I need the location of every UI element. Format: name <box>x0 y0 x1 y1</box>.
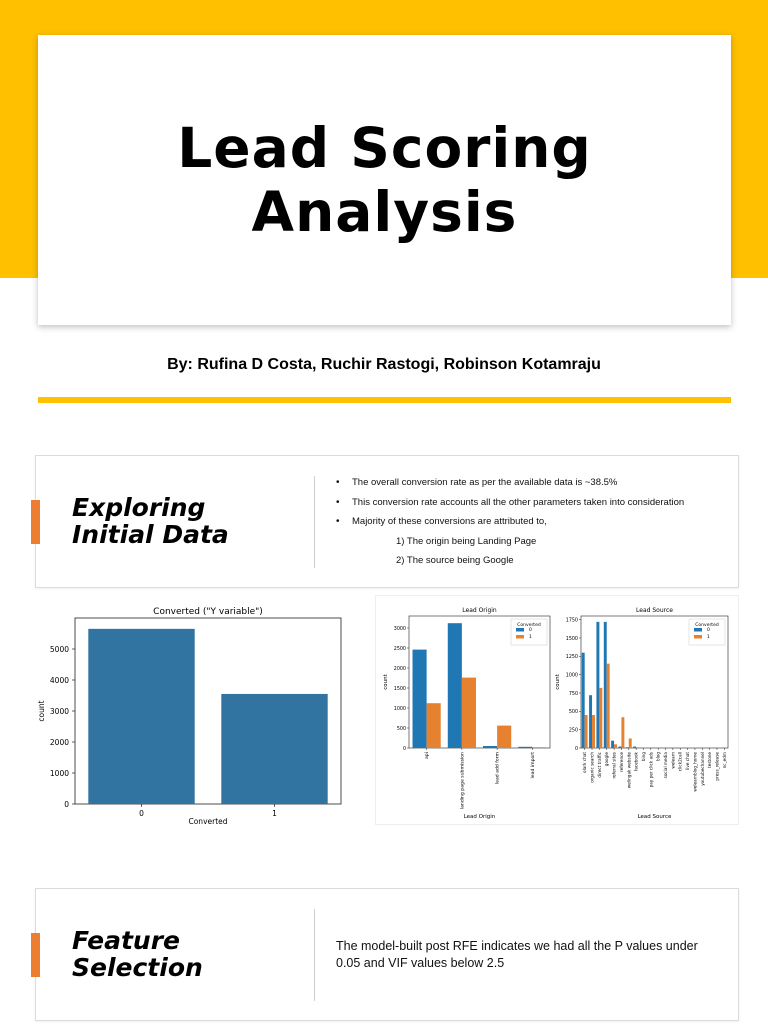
y-tick-label: 1000 <box>49 769 69 778</box>
bar <box>604 622 607 748</box>
legend-label: 0 <box>529 628 532 633</box>
y-tick-label: 1750 <box>565 618 578 624</box>
x-tick-label: testone <box>707 752 713 768</box>
x-tick-label: direct traffic <box>596 752 602 778</box>
bar <box>582 653 585 748</box>
accent-bar <box>31 500 40 544</box>
x-tick-label: lead import <box>530 752 536 779</box>
bar <box>633 747 636 748</box>
bar <box>88 629 194 804</box>
bar <box>599 688 602 748</box>
section-heading <box>72 494 229 548</box>
vertical-divider <box>314 476 315 568</box>
exploring-initial-data-card <box>35 455 739 588</box>
heading-line-1: Feature <box>72 926 180 955</box>
bullet-item: • The overall conversion rate as per the available data is ~38.5% <box>336 476 684 496</box>
bar <box>626 747 629 748</box>
y-tick-label: 3000 <box>49 707 69 716</box>
feature-selection-text: The model-built post RFE indicates we had all the P values under 0.05 and VIF values below 2.5 <box>336 939 698 970</box>
bar <box>413 650 427 748</box>
bar <box>621 717 624 748</box>
bar <box>629 738 632 748</box>
section-heading <box>72 927 203 981</box>
x-tick-label: press_release <box>714 752 720 781</box>
x-tick-label: blog <box>655 752 661 762</box>
bar <box>427 703 441 748</box>
bullet-item: • Majority of these conversions are attributed to, <box>336 515 684 535</box>
y-tick-label: 2500 <box>393 646 406 652</box>
bullet-list <box>336 476 684 574</box>
x-tick-label: nc_edm <box>721 752 727 769</box>
bar <box>518 747 532 748</box>
legend-swatch <box>516 628 524 632</box>
y-tick-label: 0 <box>64 800 69 809</box>
y-axis-label: count <box>383 674 389 690</box>
heading-line-1: Exploring <box>72 493 206 522</box>
title-line-2: Analysis <box>251 180 518 244</box>
x-tick-label: api <box>425 752 431 760</box>
bar <box>497 726 511 748</box>
legend-label: 1 <box>707 635 710 640</box>
x-tick-label: referral sites <box>611 752 617 779</box>
x-axis-label: Lead Origin <box>463 814 496 820</box>
y-axis-label: count <box>555 674 561 690</box>
bar <box>483 746 497 748</box>
x-tick-label: reference <box>618 752 624 772</box>
x-tick-label: google <box>604 752 610 767</box>
y-tick-label: 500 <box>568 710 578 716</box>
y-tick-label: 0 <box>402 746 406 752</box>
heading-line-2: Initial Data <box>72 520 229 549</box>
x-axis-label: Converted <box>188 817 228 826</box>
x-tick-label: welearnblog_home <box>692 752 698 792</box>
bar <box>592 715 595 748</box>
title-line-1: Lead Scoring <box>177 116 592 180</box>
bar <box>585 715 588 748</box>
lead-origin-source-charts <box>375 595 739 825</box>
bar <box>589 695 592 748</box>
y-tick-label: 250 <box>568 728 578 734</box>
y-tick-label: 1000 <box>393 706 406 712</box>
x-tick-label: live chat <box>685 752 691 770</box>
y-tick-label: 500 <box>396 726 406 732</box>
y-tick-label: 1000 <box>565 673 578 679</box>
x-tick-label: youtubechannel <box>699 752 705 786</box>
legend-title: Converted <box>517 623 541 628</box>
bar <box>462 678 476 748</box>
bar <box>611 741 614 748</box>
x-tick-label: bing <box>640 752 646 762</box>
legend-swatch <box>694 635 702 639</box>
heading-line-2: Selection <box>72 953 203 982</box>
x-tick-label: 1 <box>272 809 277 818</box>
legend-label: 0 <box>707 628 710 633</box>
bar <box>532 747 546 748</box>
bar <box>614 744 617 748</box>
x-tick-label: facebook <box>633 752 639 772</box>
legend-swatch <box>694 628 702 632</box>
x-tick-label: social media <box>663 752 669 779</box>
legend-swatch <box>516 635 524 639</box>
legend-title: Converted <box>695 623 719 628</box>
bar <box>448 623 462 748</box>
y-tick-label: 2000 <box>49 738 69 747</box>
vertical-divider <box>314 909 315 1001</box>
authors-line: By: Rufina D Costa, Ruchir Rastogi, Robinson Kotamraju <box>167 356 601 373</box>
x-tick-label: 0 <box>139 809 144 818</box>
slide-title <box>177 116 591 244</box>
chart-title: Lead Source <box>636 607 673 614</box>
sub-item: 2) The source being Google <box>396 555 514 566</box>
y-tick-label: 750 <box>568 691 578 697</box>
bar <box>607 664 610 748</box>
accent-bar <box>31 933 40 977</box>
converted-bar-chart <box>35 600 355 830</box>
bar <box>221 694 327 804</box>
y-tick-label: 2000 <box>393 666 406 672</box>
bar <box>618 747 621 748</box>
bar <box>596 622 599 748</box>
y-tick-label: 5000 <box>49 645 69 654</box>
title-card <box>38 35 731 325</box>
y-tick-label: 4000 <box>49 676 69 685</box>
x-tick-label: pay per click ads <box>648 752 654 788</box>
chart-title: Converted ("Y variable") <box>153 607 263 617</box>
y-axis-label: count <box>37 700 46 722</box>
y-tick-label: 1250 <box>565 655 578 661</box>
x-tick-label: olark chat <box>582 752 588 773</box>
x-tick-label: welingak website <box>626 752 632 789</box>
x-tick-label: organic search <box>589 752 595 783</box>
bar <box>636 747 639 748</box>
sub-item: 1) The origin being Landing Page <box>396 535 537 547</box>
legend-label: 1 <box>529 635 532 640</box>
x-tick-label: welearn <box>670 752 676 769</box>
x-tick-label: lead add form <box>495 752 501 785</box>
x-tick-label: landing page submission <box>460 752 466 810</box>
feature-selection-card <box>35 888 739 1021</box>
bullet-item: • This conversion rate accounts all the other parameters taken into consideration <box>336 496 684 516</box>
x-tick-label: click2call <box>677 752 683 772</box>
x-axis-label: Lead Source <box>637 814 672 820</box>
gold-divider <box>38 397 731 403</box>
chart-title: Lead Origin <box>462 607 497 614</box>
y-tick-label: 1500 <box>393 686 406 692</box>
y-tick-label: 1500 <box>565 636 578 642</box>
y-tick-label: 0 <box>574 746 578 752</box>
y-tick-label: 3000 <box>393 626 406 632</box>
